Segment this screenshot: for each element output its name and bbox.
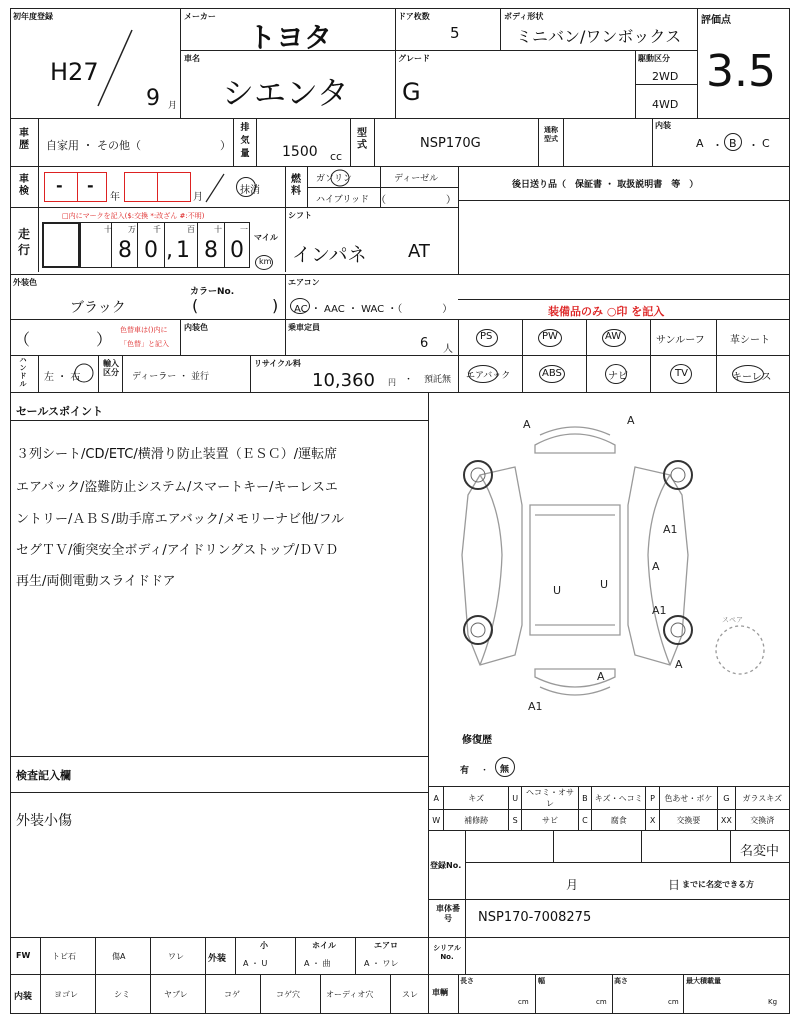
reg-month: 月 <box>566 878 579 892</box>
gaiso-wheel-opts: A ・ 曲 <box>304 959 331 968</box>
fuel-hybrid: ハイブリッド <box>316 195 370 205</box>
unit-jyu: 十 <box>214 225 222 234</box>
damage-mark-7: A1 <box>652 604 667 617</box>
legend-code: XX <box>718 810 735 831</box>
repaint-note-1: 色替車は()内に <box>120 326 168 334</box>
repaint-open: （ <box>14 330 31 349</box>
legend-desc: ガラスキズ <box>735 787 789 810</box>
disp-label: 排気量 <box>240 123 250 159</box>
mileage-label: 走行 <box>18 227 31 257</box>
fw-label: FW <box>16 951 31 960</box>
doors-value: 5 <box>450 24 460 42</box>
repaint-note-2: 「色替」と記入 <box>120 340 169 348</box>
repair-dot: ・ <box>480 766 490 776</box>
model-value: NSP170G <box>420 136 481 151</box>
dim-height-unit: cm <box>668 998 679 1006</box>
damage-legend <box>428 786 790 831</box>
damage-mark-9: A <box>597 670 605 683</box>
legend-code: C <box>578 810 591 831</box>
fuel-label: 燃料 <box>291 174 301 197</box>
car-diagram <box>440 405 780 715</box>
doors-label: ドア枚数 <box>398 12 430 21</box>
damage-mark-8: A <box>675 658 683 671</box>
later-items: 後日送り品（ 保証書 ・ 取扱説明書 等 ） <box>512 180 699 190</box>
gaiso-aero-opts: A ・ ワレ <box>364 959 399 968</box>
legend-code: G <box>718 787 735 810</box>
color-no-close: ) <box>272 296 279 315</box>
equip-pw: PW <box>542 331 558 342</box>
naiso-label: 内装 <box>14 992 33 1002</box>
fw-ware: ワレ <box>168 952 184 961</box>
legend-desc: 腐食 <box>592 810 646 831</box>
interior-c: C <box>762 137 770 150</box>
unit-ten: 十 <box>104 225 112 234</box>
equip-airbag: エアバック <box>466 371 511 381</box>
history-close: ） <box>220 139 231 152</box>
inspection-unreg: 抹消 <box>240 185 260 196</box>
naiso-audio: オーディオ穴 <box>326 990 374 999</box>
legend-code: S <box>508 810 521 831</box>
legend-code: W <box>429 810 444 831</box>
drive-label: 駆動区分 <box>638 54 670 63</box>
name-label: 車名 <box>184 54 200 63</box>
inspection-dash1: - <box>56 176 63 195</box>
chassis-value: NSP170-7008275 <box>478 910 592 925</box>
fuel-hybrid-open: （ <box>376 195 386 206</box>
naiso-koge: コゲ <box>224 990 240 999</box>
body-label: ボディ形状 <box>504 12 544 21</box>
spare-tire <box>716 626 764 674</box>
drive-2wd: 2WD <box>652 70 679 83</box>
equip-leather: 革シート <box>730 335 770 346</box>
legend-desc: ヘコミ・オサレ <box>522 787 578 810</box>
equip-keyless: キーレス <box>732 372 772 383</box>
common-model-label: 通称型式 <box>544 126 558 143</box>
maker-label: メーカー <box>184 12 216 21</box>
first-reg-month: 9 <box>146 86 160 111</box>
interior-label: 内装 <box>655 121 671 130</box>
damage-mark-3: A1 <box>663 523 678 536</box>
recycle-dot: ・ <box>404 375 414 385</box>
int-color-label: 内装色 <box>184 323 208 332</box>
color-label: 外装色 <box>13 278 37 287</box>
mileage-mile: マイル <box>254 233 278 242</box>
equip-sunroof: サンルーフ <box>656 335 705 346</box>
inspection-year-unit: 年 <box>110 192 120 203</box>
recycle-label: リサイクル料 <box>254 359 301 368</box>
damage-mark-5: U <box>553 584 562 597</box>
reg-day: 日 <box>668 878 681 892</box>
legend-code: U <box>508 787 521 810</box>
handle-value: 左 ・ 右 <box>44 372 81 383</box>
dim-max-load-unit: Kg <box>768 998 778 1006</box>
recycle-deposit: 預託無 <box>424 375 452 385</box>
ac-value: AC ・ AAC ・ WAC ・（ ） <box>294 304 453 315</box>
mileage-km: km <box>259 257 272 266</box>
dim-length-unit: cm <box>518 998 529 1006</box>
capacity-unit: 人 <box>443 344 453 355</box>
inspection-label: 車検 <box>19 174 29 197</box>
handle-label: ハンドル <box>19 356 27 388</box>
capacity-label: 乗車定員 <box>288 323 320 332</box>
fuel-diesel: ディーゼル <box>394 174 439 184</box>
unit-sen: 千 <box>153 225 161 234</box>
legend-desc: 交換済 <box>735 810 789 831</box>
dim-max-load: 最大積載量 <box>686 977 721 985</box>
shift-pos: インパネ <box>292 244 367 266</box>
damage-mark-6: U <box>600 578 609 591</box>
car-front <box>535 434 615 453</box>
mileage-digit-1: 8 <box>118 238 132 263</box>
naiso-kogeana: コゲ穴 <box>276 990 300 999</box>
wheel-rear-right <box>664 616 692 644</box>
sales-label: セールスポイント <box>16 405 104 418</box>
gaiso-wheel: ホイル <box>312 941 336 950</box>
reg-label: 登録No. <box>430 861 462 870</box>
equip-tv: TV <box>675 368 688 379</box>
vehicle-dims-label: 車輌 <box>432 988 448 997</box>
history-label: 車歴 <box>19 128 29 151</box>
damage-mark-10: A1 <box>528 700 543 713</box>
dim-height: 高さ <box>614 977 628 985</box>
recycle-unit: 円 <box>388 378 396 387</box>
naiso-yabure: ヤブレ <box>164 990 188 999</box>
color-no-label: カラーNo. <box>190 287 235 297</box>
legend-desc: 色あせ・ボケ <box>659 787 717 810</box>
equip-navi: ナビ <box>608 371 628 382</box>
score-label: 評価点 <box>701 15 731 26</box>
fuel-gasoline: ガソリン <box>316 174 353 184</box>
legend-desc: 補修跡 <box>444 810 509 831</box>
capacity-value: 6 <box>420 336 429 351</box>
legend-code: B <box>578 787 591 810</box>
disp-value: 1500 <box>282 144 318 160</box>
legend-code: P <box>646 787 659 810</box>
legend-code: A <box>429 787 444 810</box>
spare-label: スペア <box>722 616 743 624</box>
sales-line-4: セグＴＶ/衝突安全ボディ/アイドリングストップ/ＤＶＤ <box>16 543 339 558</box>
damage-mark-2: A <box>627 414 635 427</box>
legend-desc: キズ <box>444 787 509 810</box>
naiso-yogore: ヨゴレ <box>54 990 78 999</box>
mileage-note: □内にマークを記入($:交換 *:改ざん #:不明) <box>62 212 205 220</box>
mileage-comma: , <box>166 238 173 263</box>
naiso-sure: スレ <box>402 990 418 999</box>
disp-unit: cc <box>330 150 343 163</box>
import-label: 輸入区分 <box>103 359 119 377</box>
equip-ps: PS <box>480 331 493 342</box>
inspection-dash2: - <box>87 176 94 195</box>
first-reg-year: H27 <box>50 58 99 86</box>
interior-dot2: ・ <box>748 139 759 152</box>
repaint-close: ） <box>96 330 113 349</box>
gaiso-label: 外装 <box>208 954 227 964</box>
legend-desc: サビ <box>522 810 578 831</box>
sales-line-3: ントリー/ＡＢＳ/助手席エアバック/メモリーナビ他/フル <box>16 512 344 527</box>
drive-4wd: 4WD <box>652 98 679 111</box>
body-value: ミニバン/ワンボックス <box>516 27 682 46</box>
repair-yes: 有 <box>460 766 470 776</box>
mileage-digit-5: 0 <box>230 238 244 263</box>
shift-label: シフト <box>288 211 312 220</box>
mileage-digit-2: 0 <box>144 238 158 263</box>
sales-line-5: 再生/両側電動スライドドア <box>16 574 176 589</box>
gaiso-small-opts: A ・ U <box>243 959 268 968</box>
inspect-label: 検査記入欄 <box>16 769 71 782</box>
chassis-label: 車体番号 <box>436 904 460 923</box>
legend-code: X <box>646 810 659 831</box>
dim-width-unit: cm <box>596 998 607 1006</box>
serial-label: シリアルNo. <box>433 944 461 961</box>
repair-no: 無 <box>500 765 510 775</box>
shift-type: AT <box>408 241 430 262</box>
naiso-shimi: シミ <box>114 990 130 999</box>
unit-man: 万 <box>128 225 136 234</box>
interior-a: A <box>696 137 704 150</box>
grade-value: G <box>402 78 421 106</box>
equip-aw: AW <box>605 331 622 342</box>
gaiso-small: 小 <box>260 941 268 950</box>
damage-mark-1: A <box>523 418 531 431</box>
recycle-value: 10,360 <box>312 370 375 391</box>
name-value: シエンタ <box>222 74 349 112</box>
dim-length: 長さ <box>460 977 474 985</box>
mileage-digit-3: 1 <box>176 238 190 263</box>
history-value: 自家用 ・ その他（ <box>46 139 141 152</box>
equip-title: 装備品のみ ○印 を記入 <box>548 305 665 318</box>
interior-b: B <box>729 137 737 150</box>
legend-desc: 交換要 <box>659 810 717 831</box>
color-no-open: ( <box>192 296 199 315</box>
dim-width: 幅 <box>538 977 545 985</box>
wheel-front-left <box>464 461 492 489</box>
unit-ichi: 一 <box>240 225 248 234</box>
color-value: ブラック <box>70 300 126 316</box>
fuel-hybrid-close: ） <box>446 195 456 206</box>
score-value: 3.5 <box>706 46 776 97</box>
equip-abs: ABS <box>542 368 562 379</box>
ac-label: エアコン <box>288 278 320 287</box>
car-roof <box>530 505 620 635</box>
fw-tobiishi: トビ石 <box>52 952 76 961</box>
grade-label: グレード <box>398 54 430 63</box>
first-reg-month-unit: 月 <box>168 101 178 111</box>
maker-value: トヨタ <box>248 21 333 54</box>
reg-by: までに名変できる方 <box>682 880 754 889</box>
damage-mark-4: A <box>652 560 660 573</box>
mileage-digit-4: 8 <box>204 238 218 263</box>
first-reg-label: 初年度登録 <box>13 12 53 21</box>
gaiso-aero: エアロ <box>374 941 398 950</box>
repair-label: 修復歴 <box>462 735 492 746</box>
inspection-month-unit: 月 <box>193 192 203 203</box>
sales-line-1: ３列シート/CD/ETC/横滑り防止装置（ＥＳＣ）/運転席 <box>16 447 338 462</box>
legend-desc: キズ・ヘコミ <box>592 787 646 810</box>
name-change: 名変中 <box>740 844 780 859</box>
unit-hyaku: 百 <box>187 225 195 234</box>
sales-line-2: エアバック/盗難防止システム/スマートキー/キーレスエ <box>16 480 338 495</box>
model-label: 型式 <box>357 128 367 151</box>
interior-dot1: ・ <box>712 139 723 152</box>
import-value: ディーラー ・ 並行 <box>132 372 210 382</box>
fw-kizu: 傷A <box>112 952 126 961</box>
inspect-text: 外装小傷 <box>16 813 72 829</box>
